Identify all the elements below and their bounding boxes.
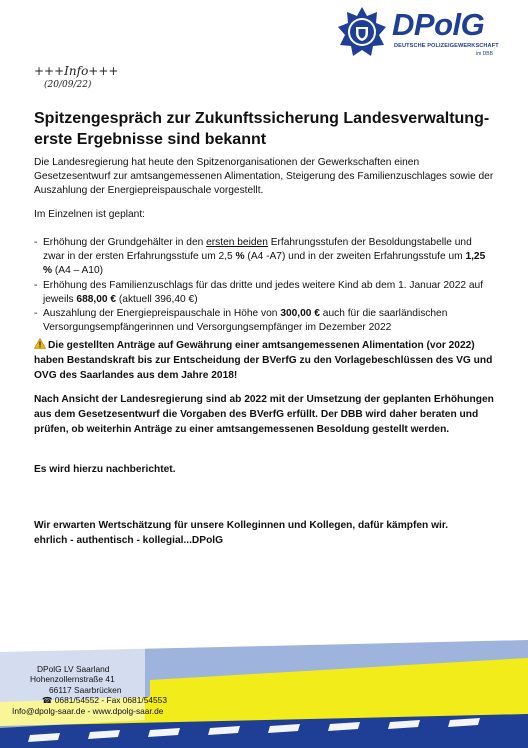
list-text: Auszahlung der Energiepreispauschale in Höhe von [43, 308, 281, 320]
government-view-paragraph: Nach Ansicht der Landesregierung sind ab 2022 mit der Umsetzung der geplanten Erhöhungen aus dem Gesetzesentwurf die Vorgaben des BVerfG erfüllt. Der DBB wird daher beraten und prüfen, ob weiterhin Anträge zu einer amtsangemessenen Besoldung gestellt werden. [34, 394, 494, 435]
logo-subtitle-2: im DBB [476, 51, 493, 57]
list-item [34, 279, 494, 307]
follow-up-note: Es wird hierzu nachberichtet. [34, 464, 176, 475]
list-bold-text: % [235, 251, 245, 263]
list-underline-text: ersten beiden [206, 237, 268, 248]
list-bold-text: 300,00 € [280, 308, 320, 320]
footer-street: Hohenzollernstraße 41 [30, 674, 115, 685]
info-stamp [34, 64, 118, 92]
list-item [34, 236, 494, 279]
footer-phone: 0681/54552 - Fax 0681/54553 [54, 695, 167, 706]
closing-paragraph [34, 518, 496, 548]
info-date: (20/09/22) [44, 80, 92, 90]
closing-line-2: ehrlich - authentisch - kollegial...DPolG [34, 535, 224, 546]
plan-heading: Im Einzelnen ist geplant: [34, 209, 145, 220]
list-bold-text: 1,25 % [43, 251, 486, 277]
info-label: +++Info+++ [34, 64, 119, 78]
footer-web: Info@dpolg-saar.de - www.dpolg-saar.de [12, 705, 164, 716]
list-text: Erhöhung des Familienzuschlags für das dritte und jedes weitere Kind ab dem 1. Januar 2022 auf jeweils [43, 279, 484, 305]
intro-paragraph: Die Landesregierung hat heute den Spitzenorganisationen der Gewerkschaften einen Gesetzesentwurf zur amtsangemessenen Alimentation, Steigerung des Familienzuschlages sowie der Auszahlung der Energiepreispauschale vorgestellt. [34, 157, 494, 197]
footer-org: DPolG LV Saarland [37, 664, 110, 674]
list-text: Erhöhung der Grundgehälter in den [43, 237, 207, 248]
notice-paragraph [34, 338, 496, 383]
notice-text: Die gestellten Anträge auf Gewährung einer amtsangemessenen Alimentation (vor 2022) haben Bestandskraft bis zur Entscheidung der BVerfG zu den Vorlagebeschlüssen des VG und OVG des Saarlandes aus dem Jahre 2018! [34, 340, 493, 381]
list-item [34, 307, 494, 335]
logo-subtitle: DEUTSCHE POLIZEIGEWERKSCHAFT [394, 43, 499, 49]
list-text: Erfahrungsstufen der Besoldungstabelle und zwar in der ersten Erfahrungsstufe um 2,5 [43, 237, 472, 263]
phone-icon: ☎ [42, 695, 53, 706]
measures-list [34, 236, 494, 335]
list-text: (A4 – A10) [52, 265, 104, 277]
closing-line-1: Wir erwarten Wertschätzung für unsere Kolleginnen und Kollegen, dafür kämpfen wir. [34, 520, 449, 531]
warning-icon [34, 338, 46, 349]
dpolg-logo [336, 6, 504, 64]
list-bold-text: 688,00 € [76, 293, 117, 305]
footer-city: 66117 Saarbrücken [49, 684, 122, 695]
police-star-icon [336, 6, 388, 58]
footer-address [12, 664, 167, 716]
logo-text: DPolG [392, 7, 485, 42]
list-text: (A4 -A7) und in der zweiten Erfahrungsstufe um [244, 251, 466, 263]
page-title: Spitzengespräch zur Zukunftssicherung Landesverwaltung-erste Ergebnisse sind bekannt [34, 110, 490, 148]
list-text: (aktuell 396,40 €) [116, 293, 198, 305]
footer-phone-line [12, 695, 167, 705]
list-text: auch für die saarländischen Versorgungsempfängerinnen und Versorgungsempfänger im Dezember 2022 [43, 308, 448, 334]
